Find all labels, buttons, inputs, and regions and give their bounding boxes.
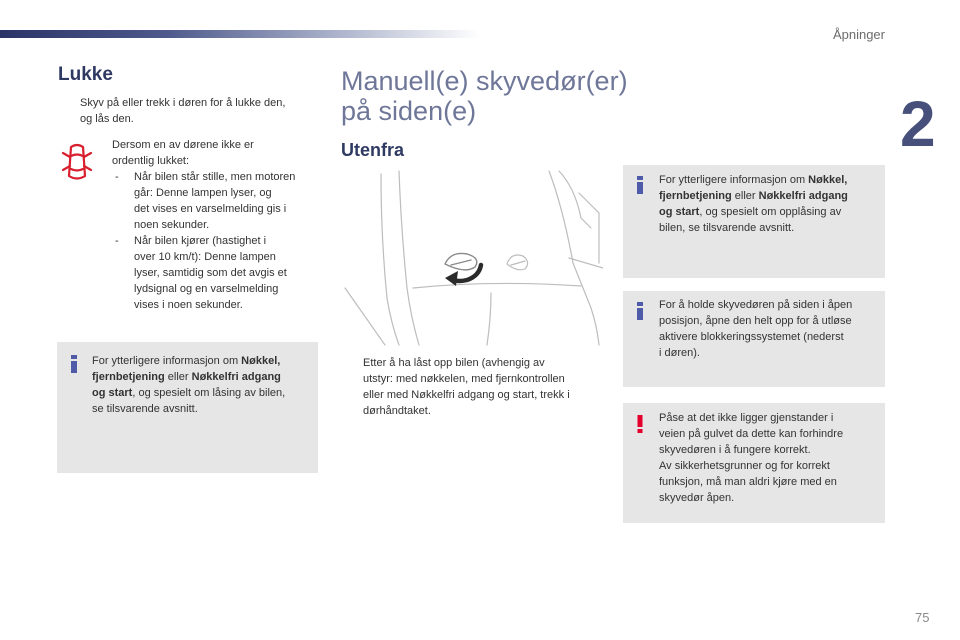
text-line: aktivere blokkeringssystemet (nederst [659, 331, 844, 343]
text-line: posisjon, åpne den helt opp for å utløse [659, 315, 852, 327]
door-open-warning-icon [60, 142, 94, 184]
section-title-lukke: Lukke [58, 64, 113, 85]
instruction-line: Etter å ha låst opp bilen (avhengig av [363, 357, 545, 369]
text-line: Påse at det ikke ligger gjenstander i [659, 412, 834, 424]
warning-icon [637, 415, 643, 433]
list-item-line: noen sekunder. [134, 219, 210, 231]
info-icon [637, 302, 643, 320]
sliding-door-handle-illustration [341, 168, 603, 346]
instruction-line: og lås den. [80, 113, 134, 125]
chapter-number: 2 [900, 88, 936, 160]
text-line: ordentlig lukket: [112, 155, 190, 167]
info-box-locking: For ytterligere informasjon om Nøkkel, fjernbetjening eller Nøkkelfri adgang og start, og spesielt om låsing av bilen, se tilsvarende avsnitt. [57, 342, 318, 473]
page-title: Manuell(e) skyvedør(er) på siden(e) [341, 66, 628, 126]
list-item-line: det vises en varselmelding gis i [134, 203, 287, 215]
header-bar [0, 30, 480, 38]
text-line: Av sikkerhetsgrunner og for korrekt [659, 460, 830, 472]
instruction-line: utstyr: med nøkkelen, med fjernkontrollen [363, 373, 565, 385]
info-icon [637, 176, 643, 194]
info-box-blocking-system [623, 291, 885, 387]
warning-box-obstacles [623, 403, 885, 523]
info-icon [71, 355, 77, 373]
subsection-title-utenfra: Utenfra [341, 140, 405, 160]
text-line: veien på gulvet da dette kan forhindre [659, 428, 844, 440]
section-name: Åpninger [832, 27, 885, 42]
list-item-line: vises i noen sekunder. [134, 299, 243, 311]
list-item: - Når bilen står stille, men motoren [115, 171, 296, 183]
instruction-line: Skyv på eller trekk i døren for å lukke den, [80, 97, 286, 109]
text-line: funksjon, må man aldri kjøre med en [659, 476, 837, 488]
list-item-line: går: Denne lampen lyser, og [134, 187, 272, 199]
unlock-door-instruction [341, 355, 603, 419]
instruction-line: dørhåndtaket. [363, 405, 431, 417]
list-item-line: over 10 km/t): Denne lampen [134, 251, 276, 263]
text-line: i døren). [659, 347, 700, 359]
list-item-line: lydsignal og en varselmelding [134, 283, 279, 295]
text-line: skyvedøren i å fungere korrekt. [659, 444, 811, 456]
page-number: 75 [915, 610, 930, 625]
text-line: For å holde skyvedøren på siden i åpen [659, 299, 853, 311]
info-box-unlocking: For ytterligere informasjon om Nøkkel, fjernbetjening eller Nøkkelfri adgang og start, og spesielt om opplåsing av bilen, se tilsvarende avsnitt. [623, 165, 885, 278]
list-item: - Når bilen kjører (hastighet i [115, 235, 267, 247]
list-item-line: lyser, samtidig som det avgis et [134, 267, 287, 279]
text-line: Dersom en av dørene ikke er [112, 139, 254, 151]
text-line: skyvedør åpen. [659, 492, 735, 504]
instruction-line: eller med Nøkkelfri adgang og start, trekk i [363, 389, 570, 401]
door-warning-description [112, 137, 322, 313]
close-door-instruction [58, 95, 320, 127]
